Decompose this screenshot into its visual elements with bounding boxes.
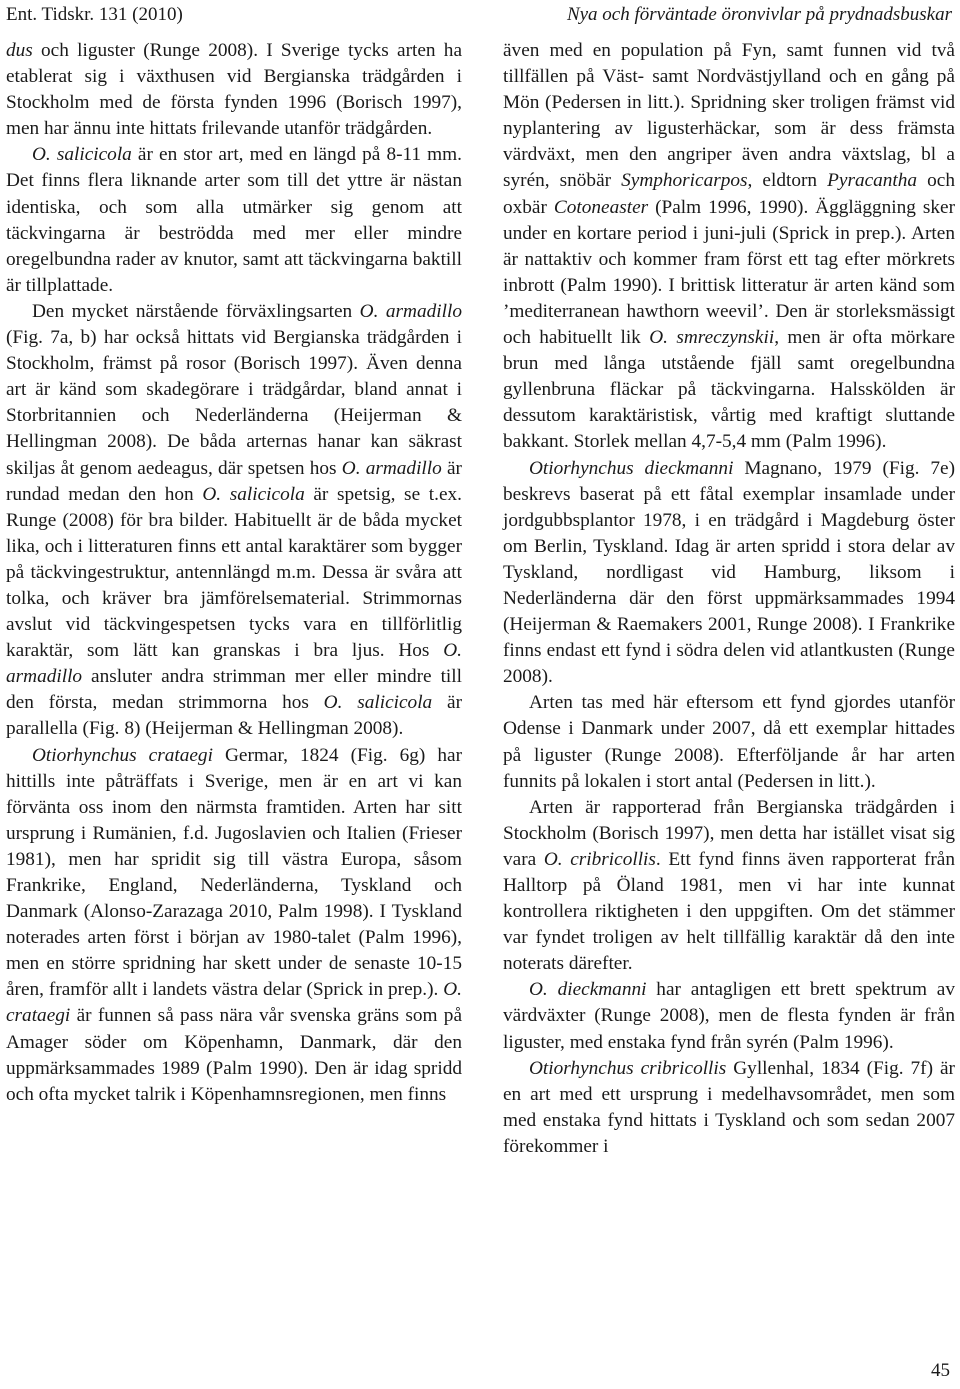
paragraph: O. salicicola är en stor art, med en längd på 8-11 mm. Det finns flera liknande arter som till det yttre är nästan identiska, och som alla utmärker sig genom att täckvingarna är beströdda med mer eller mindre oregelbundna rader av knutor, samt att täckvingarna baktill är tillplattade.	[6, 144, 462, 296]
paragraph: Den mycket närstående förväxlingsarten O. armadillo (Fig. 7a, b) har också hittats vid Bergianska trädgården i Stockholm, främst på rosor (Borisch 1997). Även denna art är känd som skadegörare i trädgårdar, bland annat i Storbritannien och Nederländerna (Heijerman & Hellingman 2008). De båda arternas hanar kan säkrast skiljas åt genom aedeagus, där spetsen hos O. armadillo är rundad medan den hon O. salicicola är spetsig, se t.ex. Runge (2008) för bra bilder. Habituellt är de båda mycket lika, och i litteraturen finns ett antal karaktärer som bygger på täckvingestruktur, antennlängd m.m. Dessa är svåra att tolka, och kräver bra jämförelsematerial. Strimmornas avslut vid täckvingespetsen tycks vara en tillförlitlig karaktär, som lätt kan granskas i bra ljus. Hos O. armadillo ansluter andra strimman mer eller mindre till den första, medan strimmorna hos O. salicicola är parallella (Fig. 8) (Heijerman & Hellingman 2008).	[6, 300, 462, 740]
running-head	[6, 2, 952, 28]
right-column	[503, 38, 955, 1160]
left-column	[6, 38, 462, 1108]
page-number: 45	[931, 1360, 950, 1381]
paragraph: O. dieckmanni har antagligen ett brett spektrum av värdväxter (Runge 2008), men de flesta fynden är från liguster, med enstaka fynd från syrén (Palm 1996).	[503, 979, 955, 1053]
paragraph: Otiorhynchus crataegi Germar, 1824 (Fig. 6g) har hittills inte påträffats i Sverige, men är en art vi kan förvänta oss inom den närmsta framtiden. Arten har sitt ursprung i Rumänien, f.d. Jugoslavien och Italien (Frieser 1981), men har spridit sig till västra Europa, såsom Frankrike, England, Nederländerna, Tyskland och Danmark (Alonso-Zarazaga 2010, Palm 1998). I Tyskland noterades arten först i början av 1980-talet (Palm 1996), men en större spridning har skett under de senaste 10-15 åren, framför allt i landets västra delar (Sprick in prep.). O. crataegi är funnen så pass nära vår svenska gräns som på Amager söder om Köpenhamn, Danmark, där den uppmärksammades 1989 (Palm 1990). Den är idag spridd och ofta mycket talrik i Köpenhamnsregionen, men finns	[6, 744, 462, 1105]
paragraph: Arten är rapporterad från Bergianska trädgården i Stockholm (Borisch 1997), men detta har istället visat sig vara O. cribricollis. Ett fynd finns även rapporterat från Halltorp på Öland 1981, men vi har inte kunnat kontrollera riktigheten i den uppgiften. Om det stämmer var fyndet troligen av helt tillfällig karaktär då den inte noterats därefter.	[503, 796, 956, 975]
paragraph: dus och liguster (Runge 2008). I Sverige tycks arten ha etablerat sig i växthusen vid Bergianska trädgården i Stockholm med de första fynden 1996 (Borisch 1997), men har ännu inte hittats frilevande utanför trädgården.	[6, 40, 462, 140]
paragraph: Otiorhynchus dieckmanni Magnano, 1979 (Fig. 7e) beskrevs baserat på ett fåtal exemplar insamlade under jordgubbsplantor 1978, i en trädgård i Magdeburg öster om Berlin, Tyskland. Idag är arten spridd i stora delar av Tyskland, nordligast vid Hamburg, liksom i Nederländerna där den först uppmärksammades 1994 (Heijerman & Raemakers 2001, Runge 2008). I Frankrike finns endast ett fynd i södra delen vid atlantkusten (Runge 2008).	[503, 457, 955, 688]
article-running-title: Nya och förväntade öronvivlar på prydnadsbuskar	[566, 4, 952, 25]
journal-citation: Ent. Tidskr. 131 (2010)	[6, 4, 183, 25]
paragraph: även med en population på Fyn, samt funnen vid två tillfällen på Väst- samt Nordvästjylland och en gång på Mön (Pedersen in litt.). Spridning sker troligen främst vid nyplantering av ligusterhäckar, som är dess främsta värdväxt, men den angriper även andra växtslag, bl a syrén, snöbär Symphoricarpos, eldtorn Pyracantha och oxbär Cotoneaster (Palm 1996, 1990). Äggläggning sker under en kortare period i juni-juli (Sprick in prep.). Arten är nattaktiv och kommer fram först ett tag efter mörkrets inbrott (Palm 1990). I brittisk litteratur är arten känd som ’mediterranean hawthorn weevil’. Den är storleksmässigt och habituellt lik O. smreczynskii, men är ofta mörkare brun med långa utstående fjäll samt oregelbundna gyllenbruna fläckar på täckvingarna. Halsskölden är dessutom karaktäristisk, vårtig med kraftigt sluttande bakkant. Storlek mellan 4,7-5,4 mm (Palm 1996).	[503, 40, 955, 453]
paragraph: Otiorhynchus cribricollis Gyllenhal, 1834 (Fig. 7f) är en art med ett ursprung i medelhavsområdet, men som med enstaka fynd hittats i Tyskland och som sedan 2007 förekommer i	[503, 1057, 955, 1157]
paragraph: Arten tas med här eftersom ett fynd gjordes utanför Odense i Danmark under 2007, då ett exemplar hittades på liguster (Runge 2008). Efterföljande år har arten funnits på lokalen i stort antal (Pedersen in litt.).	[503, 692, 955, 792]
